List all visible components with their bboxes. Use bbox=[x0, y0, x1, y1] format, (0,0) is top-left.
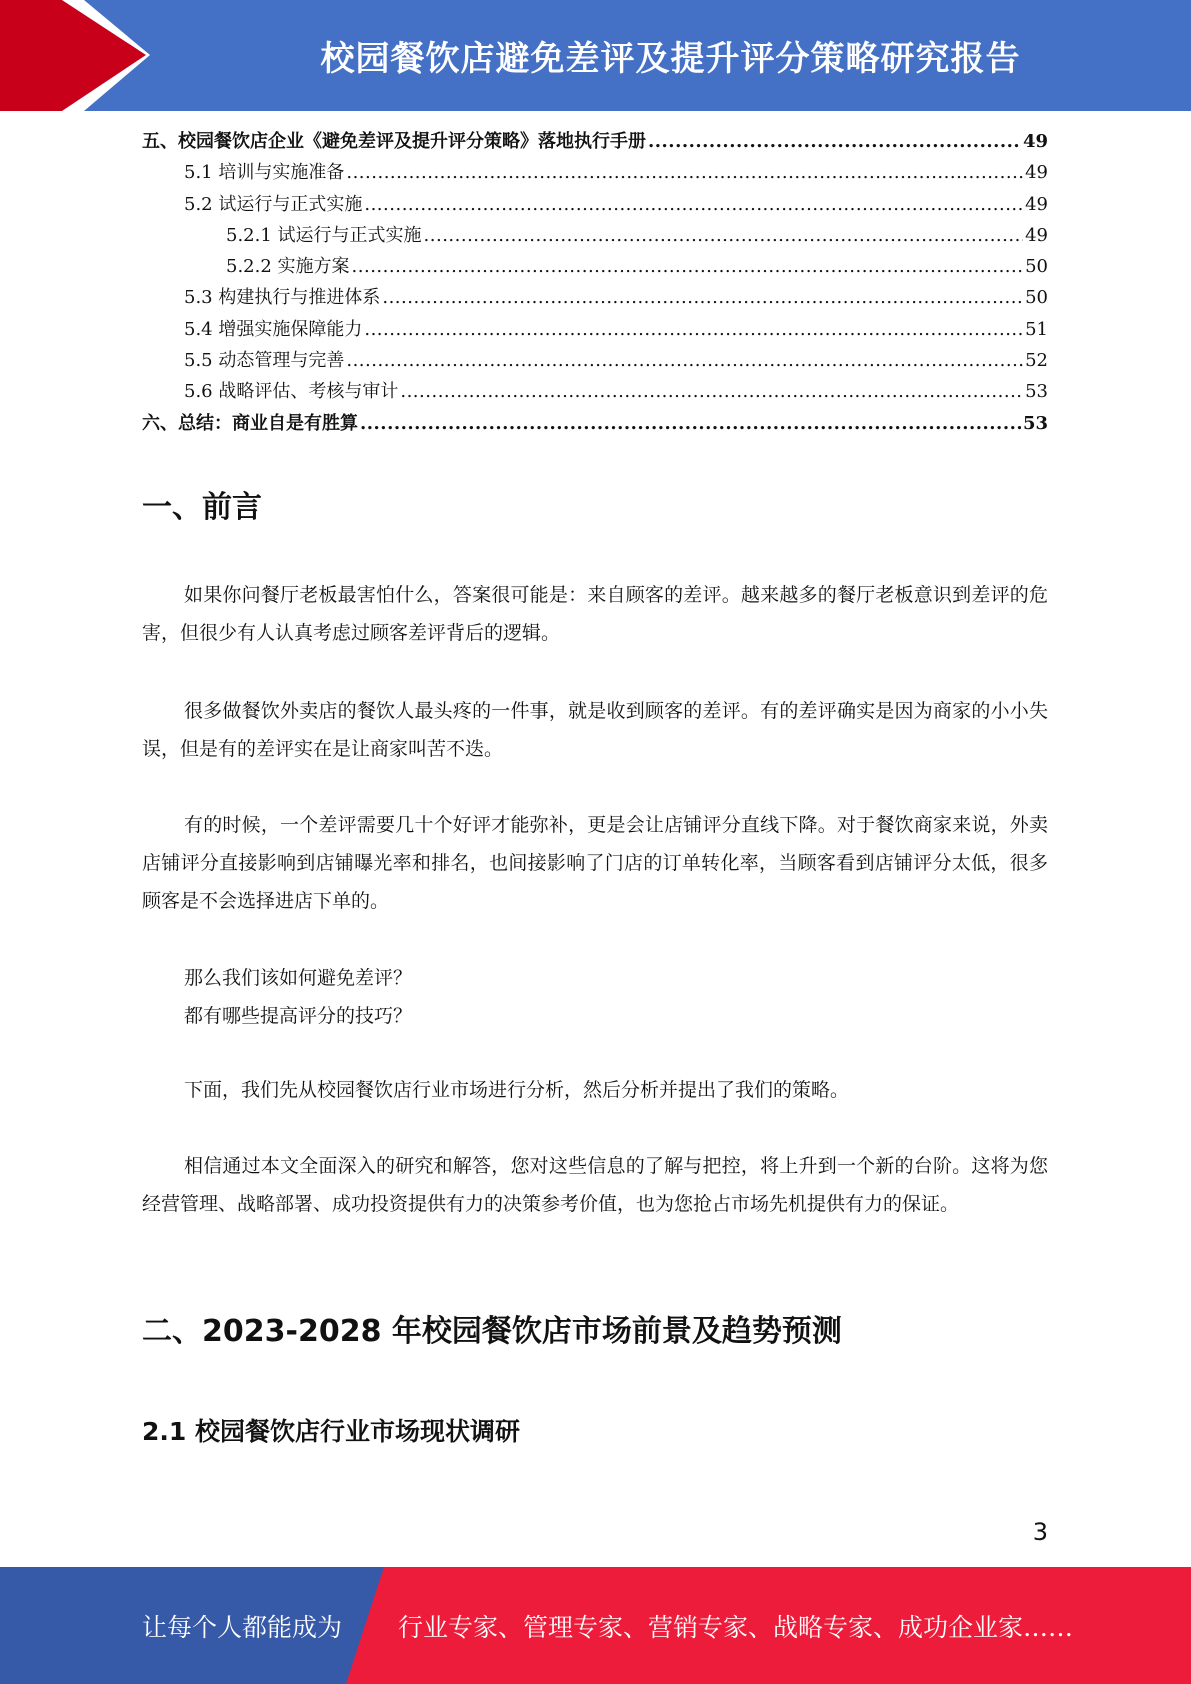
toc-leader bbox=[352, 256, 1024, 277]
toc-leader bbox=[400, 381, 1023, 402]
toc-page-number: 53 bbox=[1022, 412, 1048, 434]
toc-leader bbox=[648, 131, 1021, 152]
page-header-banner bbox=[0, 0, 1191, 111]
toc-label: 5.2 试运行与正式实施 bbox=[184, 193, 363, 215]
toc-entry[interactable] bbox=[142, 409, 1048, 440]
toc-label: 5.5 动态管理与完善 bbox=[184, 350, 345, 372]
toc-leader bbox=[382, 287, 1023, 308]
toc-leader bbox=[346, 162, 1023, 183]
body-paragraph: 如果你问餐厅老板最害怕什么，答案很可能是：来自顾客的差评。越来越多的餐厅老板意识到差评的危害，但很少有人认真考虑过顾客差评背后的逻辑。 bbox=[142, 584, 1048, 644]
toc-entry[interactable] bbox=[142, 283, 1048, 314]
toc-label: 5.3 构建执行与推进体系 bbox=[184, 287, 381, 309]
toc-leader bbox=[346, 350, 1023, 371]
section-heading-forecast: 二、2023-2028 年校园餐饮店市场前景及趋势预测 bbox=[142, 1314, 842, 1349]
section-heading-preface: 一、前言 bbox=[142, 490, 262, 525]
toc-page-number: 49 bbox=[1025, 193, 1048, 215]
body-paragraph: 相信通过本文全面深入的研究和解答，您对这些信息的了解与把控，将上升到一个新的台阶。这将为您经营管理、战略部署、成功投资提供有力的决策参考价值，也为您抢占市场先机提供有力的保证。 bbox=[142, 1155, 1048, 1215]
toc-label: 五、校园餐饮店企业《避免差评及提升评分策略》落地执行手册 bbox=[142, 131, 646, 152]
toc-leader bbox=[364, 194, 1023, 215]
footer-slogan-left: 让每个人都能成为 bbox=[142, 1612, 343, 1642]
toc-entry[interactable] bbox=[142, 252, 1048, 283]
body-paragraph: 很多做餐饮外卖店的餐饮人最头疼的一件事，就是收到顾客的差评。有的差评确实是因为商家的小小失误，但是有的差评实在是让商家叫苦不迭。 bbox=[142, 700, 1048, 760]
toc-leader bbox=[364, 319, 1023, 340]
footer-slogan-right: 行业专家、管理专家、营销专家、战略专家、成功企业家…… bbox=[398, 1612, 1074, 1642]
toc-entry[interactable] bbox=[142, 190, 1048, 221]
table-of-contents bbox=[142, 127, 1048, 440]
toc-page-number: 53 bbox=[1025, 381, 1048, 403]
toc-leader bbox=[360, 413, 1021, 434]
toc-page-number: 50 bbox=[1025, 256, 1048, 278]
toc-entry[interactable] bbox=[142, 158, 1048, 189]
toc-page-number: 51 bbox=[1025, 318, 1048, 340]
toc-entry[interactable] bbox=[142, 127, 1048, 158]
body-paragraph: 下面，我们先从校园餐饮店行业市场进行分析，然后分析并提出了我们的策略。 bbox=[184, 1079, 850, 1101]
toc-label: 5.6 战略评估、考核与审计 bbox=[184, 381, 399, 403]
toc-entry[interactable] bbox=[142, 315, 1048, 346]
document-title: 校园餐饮店避免差评及提升评分策略研究报告 bbox=[320, 39, 1021, 79]
question-line: 都有哪些提高评分的技巧？ bbox=[184, 1005, 413, 1027]
toc-page-number: 49 bbox=[1025, 224, 1048, 246]
toc-label: 5.4 增强实施保障能力 bbox=[184, 318, 363, 340]
toc-label: 5.1 培训与实施准备 bbox=[184, 162, 345, 184]
question-line: 那么我们该如何避免差评？ bbox=[184, 967, 413, 989]
page-number: 3 bbox=[1032, 1518, 1048, 1546]
toc-page-number: 49 bbox=[1025, 162, 1048, 184]
body-paragraph: 有的时候，一个差评需要几十个好评才能弥补，更是会让店铺评分直线下降。对于餐饮商家来说，外卖店铺评分直接影响到店铺曝光率和排名，也间接影响了门店的订单转化率，当顾客看到店铺评分太低，很多顾客是不会选择进店下单的。 bbox=[142, 814, 1048, 912]
toc-page-number: 49 bbox=[1022, 131, 1048, 152]
toc-label: 5.2.2 实施方案 bbox=[226, 256, 350, 278]
toc-page-number: 52 bbox=[1025, 350, 1048, 372]
page-footer-banner bbox=[0, 1567, 1191, 1684]
toc-leader bbox=[424, 225, 1024, 246]
toc-entry[interactable] bbox=[142, 377, 1048, 408]
toc-label: 5.2.1 试运行与正式实施 bbox=[226, 224, 422, 246]
subsection-heading: 2.1 校园餐饮店行业市场现状调研 bbox=[142, 1417, 520, 1446]
toc-entry[interactable] bbox=[142, 221, 1048, 252]
toc-page-number: 50 bbox=[1025, 287, 1048, 309]
toc-entry[interactable] bbox=[142, 346, 1048, 377]
toc-label: 六、总结：商业自是有胜算 bbox=[142, 412, 358, 434]
